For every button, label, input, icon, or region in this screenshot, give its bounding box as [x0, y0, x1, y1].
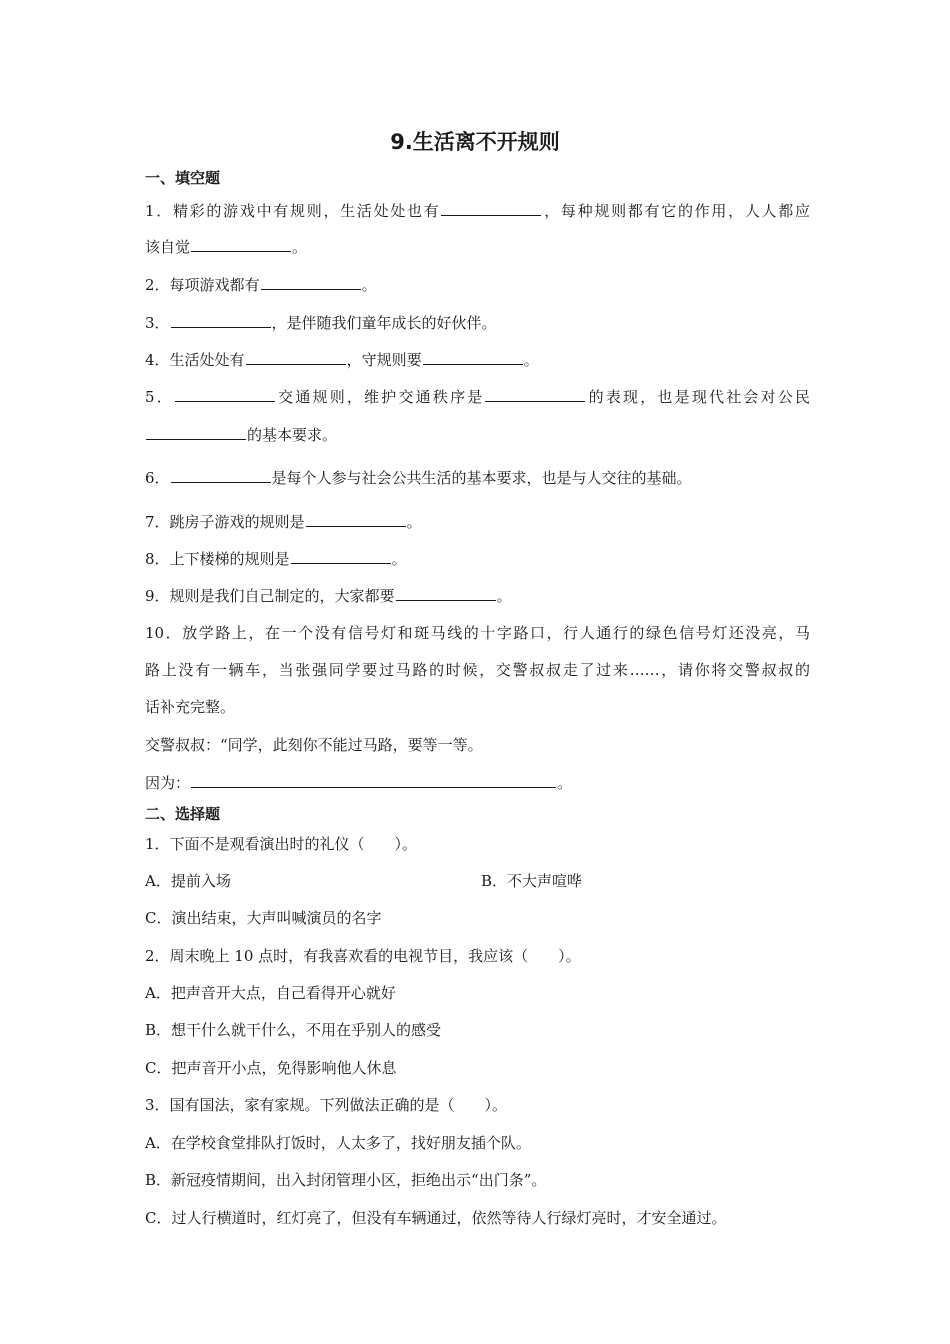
mc-question-2-stem: 2．周末晚上 10 点时，有我喜欢看的电视节目，我应该（ ）。 [145, 947, 581, 965]
answer-blank[interactable] [146, 424, 246, 440]
question-text: 每项游戏都有 [169, 276, 260, 294]
question-text: 生活处处有 [169, 351, 245, 369]
option-c[interactable]: C．把声音开小点，免得影响他人休息 [145, 1059, 397, 1077]
answer-blank[interactable] [246, 349, 346, 365]
answer-blank[interactable] [171, 312, 271, 328]
question-number: 9． [145, 587, 170, 605]
section-heading-multiple-choice: 二、选择题 [145, 805, 221, 823]
question-10-line-5 [145, 772, 810, 793]
question-text: ，每种规则都有它的作用，人人都应 [542, 202, 810, 220]
answer-blank[interactable] [175, 386, 275, 402]
question-3 [145, 312, 810, 333]
answer-blank[interactable] [485, 386, 585, 402]
question-text: 。 [406, 513, 422, 531]
question-text: 。 [361, 276, 377, 294]
question-2 [145, 274, 810, 295]
question-number: 4． [145, 351, 170, 369]
question-4 [145, 349, 810, 370]
question-text: 。 [496, 587, 512, 605]
question-text: 跳房子游戏的规则是 [169, 513, 305, 531]
question-text: 。 [557, 774, 573, 792]
question-10-line-2: 路上没有一辆车，当张强同学要过马路的时候，交警叔叔走了过来……，请你将交警叔叔的 [145, 661, 810, 679]
question-text: 因为： [145, 774, 191, 792]
answer-blank[interactable] [191, 236, 291, 252]
question-number: 8． [145, 550, 170, 568]
question-text: 。 [391, 550, 407, 568]
question-7 [145, 511, 810, 532]
option-c[interactable]: C．演出结束，大声叫喊演员的名字 [145, 909, 382, 927]
question-8 [145, 548, 810, 569]
question-number: 5． [145, 388, 174, 406]
question-text: 。 [292, 238, 308, 256]
question-text: 的表现，也是现代社会对公民 [586, 388, 810, 406]
answer-blank[interactable] [396, 585, 496, 601]
question-10-line-1: 10．放学路上，在一个没有信号灯和斑马线的十字路口，行人通行的绿色信号灯还没亮，马 [145, 624, 810, 642]
question-5-line-2 [145, 424, 810, 445]
option-c[interactable]: C．过人行横道时，红灯亮了，但没有车辆通过，依然等待人行绿灯亮时，才安全通过。 [145, 1209, 727, 1227]
question-text: 的基本要求。 [247, 426, 338, 444]
answer-blank[interactable] [191, 772, 556, 788]
mc-question-1-options-ab [145, 871, 810, 891]
question-text: ，是伴随我们童年成长的好伙伴。 [271, 314, 497, 332]
option-b[interactable]: B．不大声喧哗 [481, 872, 583, 890]
question-text: 精彩的游戏中有规则，生活处处也有 [172, 202, 441, 220]
question-text: 规则是我们自己制定的，大家都要 [169, 587, 395, 605]
answer-blank[interactable] [261, 274, 361, 290]
option-b[interactable]: B．想干什么就干什么，不用在乎别人的感受 [145, 1021, 442, 1039]
mc-question-1-stem: 1．下面不是观看演出时的礼仪（ ）。 [145, 835, 418, 853]
option-b[interactable]: B．新冠疫情期间，出入封闭管理小区，拒绝出示“出门条”。 [145, 1171, 547, 1189]
question-5-line-1 [145, 386, 810, 407]
question-text: 该自觉 [145, 238, 191, 256]
answer-blank[interactable] [441, 200, 541, 216]
question-1-line-1 [145, 200, 810, 221]
mc-question-3-stem: 3．国有国法，家有家规。下列做法正确的是（ ）。 [145, 1096, 508, 1114]
question-number: 6． [145, 469, 170, 487]
question-6 [145, 467, 810, 488]
question-number: 3． [145, 314, 170, 332]
question-text: ，守规则要 [346, 351, 422, 369]
question-text: 。 [523, 351, 539, 369]
option-a[interactable]: A．在学校食堂排队打饭时，人太多了，找好朋友插个队。 [145, 1134, 531, 1152]
question-1-line-2 [145, 236, 810, 257]
answer-blank[interactable] [171, 467, 271, 483]
question-text: 交通规则，维护交通秩序是 [275, 388, 485, 406]
answer-blank[interactable] [291, 548, 391, 564]
page-title: 9.生活离不开规则 [390, 130, 560, 154]
section-heading-fill-in: 一、填空题 [145, 169, 221, 187]
question-text: 上下楼梯的规则是 [169, 550, 290, 568]
question-number: 7． [145, 513, 170, 531]
question-9 [145, 585, 810, 606]
question-number: 1． [145, 202, 173, 220]
question-10-line-3: 话补充完整。 [145, 698, 236, 716]
question-10-line-4: 交警叔叔：“同学，此刻你不能过马路，要等一等。 [145, 736, 483, 754]
option-a[interactable]: A．把声音开大点，自己看得开心就好 [145, 984, 396, 1002]
option-a[interactable]: A．提前入场 [145, 872, 231, 890]
answer-blank[interactable] [306, 511, 406, 527]
question-number: 2． [145, 276, 170, 294]
answer-blank[interactable] [423, 349, 523, 365]
question-text: 是每个人参与社会公共生活的基本要求，也是与人交往的基础。 [271, 469, 692, 487]
